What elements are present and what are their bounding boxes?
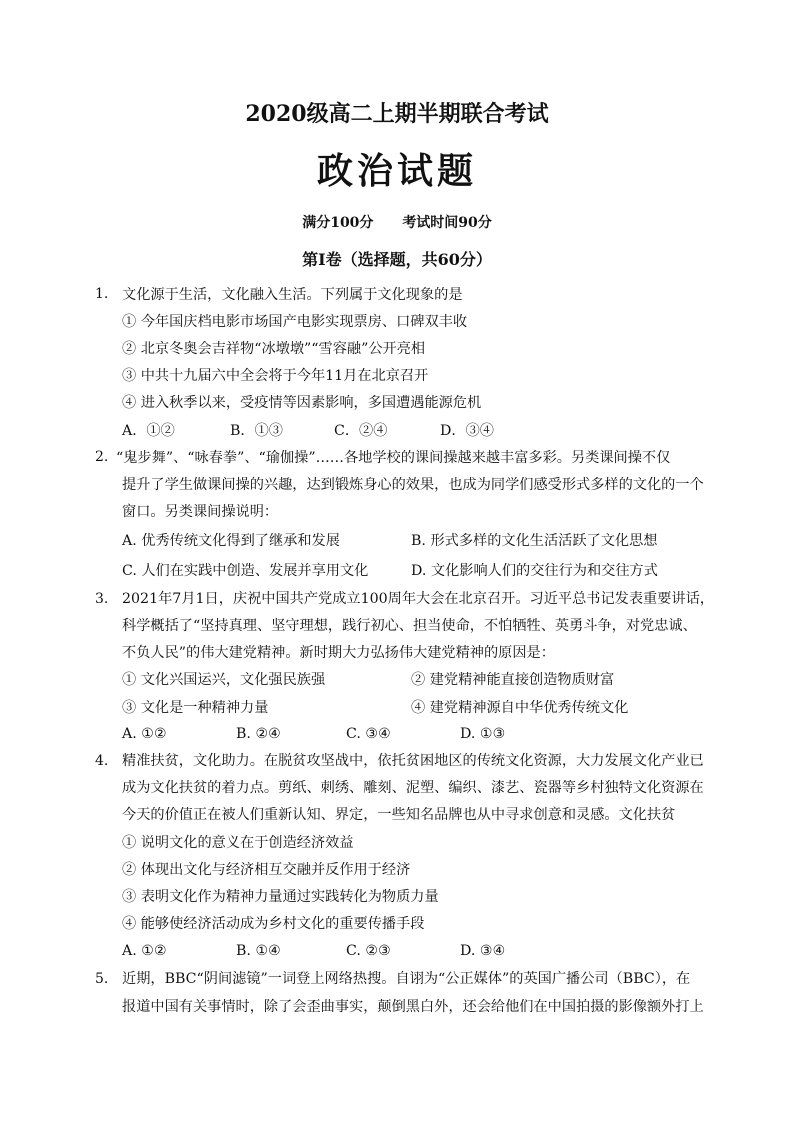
question-statement: ③ 中共十九届六中全会将于今年11月在北京召开 (122, 368, 429, 384)
question-option: D．③④ (440, 423, 494, 439)
question-statement: ③ 表明文化作为精神力量通过实践转化为物质力量 (122, 889, 439, 905)
question-option: D. 文化影响人们的交往行为和交往方式 (411, 563, 658, 579)
question-stem: 2021年7月1日，庆祝中国共产党成立100周年大会在北京召开。习近平总书记发表重要讲话， (122, 591, 714, 607)
question-option: C. ③④ (346, 726, 391, 742)
question-stem: 精准扶贫，文化助力。在脱贫攻坚战中，依托贫困地区的传统文化资源，大力发展文化产业已 (122, 753, 704, 769)
question-stem: 不负人民”的伟大建党精神。新时期大力弘扬伟大建党精神的原因是： (122, 645, 555, 661)
question-statement: ④ 进入秋季以来，受疫情等因素影响，多国遭遇能源危机 (122, 395, 482, 411)
question-number: 4. (95, 753, 109, 769)
section-title: 第Ⅰ卷（选择题，共60分） (302, 250, 492, 269)
question-stem: “鬼步舞”、“咏春拳”、“瑜伽操”……各地学校的课间操越来越丰富多彩。另类课间操不仅 (116, 450, 671, 466)
question-statement: ② 建党精神能直接创造物质财富 (411, 672, 615, 688)
question-stem: 文化源于生活，文化融入生活。下列属于文化现象的是 (122, 287, 463, 303)
exam-time: 考试时间90分 (402, 215, 492, 231)
question-option: B．①③ (230, 423, 283, 439)
full-score: 满分100分 (302, 215, 374, 231)
question-statement: ② 北京冬奥会吉祥物“冰墩墩”“雪容融”公开亮相 (122, 341, 426, 357)
question-statement: ① 今年国庆档电影市场国产电影实现票房、口碑双丰收 (122, 314, 468, 330)
question-stem: 近期，BBC“阴间滤镜”一词登上网络热搜。自诩为“公正媒体”的英国广播公司（BBC），在 (122, 971, 691, 987)
question-stem: 窗口。另类课间操说明： (122, 504, 279, 520)
question-option: A. ①② (122, 943, 167, 959)
question-number: 5. (95, 971, 109, 987)
question-statement: ① 文化兴国运兴，文化强民族强 (122, 672, 326, 688)
question-option: D. ③④ (460, 943, 506, 959)
question-statement: ③ 文化是一种精神力量 (122, 700, 269, 716)
question-option: C. 人们在实践中创造、发展并享用文化 (122, 563, 369, 579)
question-option: A. ①② (122, 726, 167, 742)
question-option: D. ①③ (460, 726, 506, 742)
question-option: C．②④ (334, 423, 388, 439)
exam-title: 2020级高二上期半期联合考试 (245, 101, 549, 127)
subject-title: 政治试题 (316, 150, 477, 192)
question-option: A．①② (122, 423, 175, 439)
question-number: 3. (95, 591, 109, 607)
question-statement: ④ 建党精神源自中华优秀传统文化 (411, 700, 629, 716)
exam-meta (0, 212, 794, 232)
question-option: B. ②④ (236, 726, 281, 742)
question-statement: ① 说明文化的意义在于创造经济效益 (122, 835, 354, 851)
question-option: A. 优秀传统文化得到了继承和发展 (122, 533, 340, 549)
question-option: B. ①④ (236, 943, 281, 959)
question-option: C. ②③ (346, 943, 391, 959)
question-statement: ② 体现出文化与经济相互交融并反作用于经济 (122, 862, 411, 878)
question-option: B. 形式多样的文化生活活跃了文化思想 (411, 533, 658, 549)
question-stem: 成为文化扶贫的着力点。剪纸、刺绣、雕刻、泥塑、编织、漆艺、瓷器等乡村独特文化资源在 (122, 780, 704, 796)
question-stem: 今天的价值正在被人们重新认知、界定，一些知名品牌也从中寻求创意和灵感。文化扶贫 (122, 807, 676, 823)
question-number: 2. (95, 449, 109, 465)
question-stem: 提升了学生做课间操的兴趣，达到锻炼身心的效果，也成为同学们感受形式多样的文化的一个 (122, 477, 704, 493)
question-number: 1. (95, 286, 109, 302)
question-statement: ④ 能够使经济活动成为乡村文化的重要传播手段 (122, 916, 425, 932)
question-stem: 报道中国有关事情时，除了会歪曲事实，颠倒黑白外，还会给他们在中国拍摄的影像额外打上 (122, 999, 704, 1015)
question-stem: 科学概括了“坚持真理、坚守理想，践行初心、担当使命，不怕牺牲、英勇斗争，对党忠诚、 (122, 618, 697, 634)
